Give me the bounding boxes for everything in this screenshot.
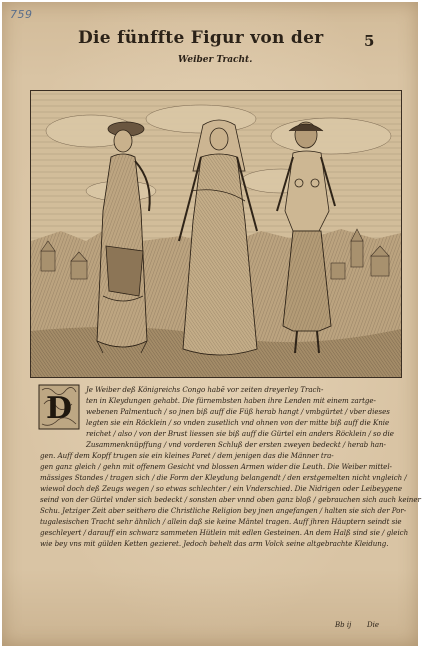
body-text-line: gen ganz gleich / gehn mit offenem Gesicht vnd blossen Armen wider die Leuth. Die Weiber mittel- bbox=[40, 462, 392, 471]
engraving-illustration bbox=[30, 90, 402, 378]
page-subtitle: Weiber Tracht. bbox=[178, 55, 253, 65]
body-text-line: wiewol doch deß Zeugs wegen / so etwas schlechter / ein Vnderschied. Die Nidrigen oder Leibeygene bbox=[40, 484, 402, 493]
engraving-figures bbox=[31, 91, 401, 377]
body-text-line: Zusammenknüpffung / vnd vorderen Schluß der ersten zweyen bedeckt / herab han- bbox=[86, 440, 386, 449]
body-text-line: Je Weiber deß Königreichs Congo habē vor zeiten dreyerley Trach- bbox=[86, 385, 324, 394]
handwritten-margin-note: 759 bbox=[10, 8, 33, 21]
signature-mark: Bb ij bbox=[335, 621, 352, 629]
body-text-line: wie bey vns mit gülden Ketten gezieret. Jedoch behelt das arm Volck seine altgebrachte Kleidung. bbox=[40, 539, 389, 548]
page-number: 5 bbox=[364, 32, 375, 50]
body-text-line: webenen Palmentuch / so jnen biß auff die Füß herab hangt / vmbgürtet / vber dieses bbox=[86, 407, 390, 416]
body-text-line: geschleyert / darauff ein schwarz sammeten Hütlein mit edlen Gesteinen. An dem Halß sind sie / gleich bbox=[40, 528, 409, 537]
catchword: Die bbox=[367, 621, 379, 629]
body-text-line: seind von der Gürtel vnder sich bedeckt / sonsten aber vnnd oben ganz bloß / gebrauchen sich auch keiner bbox=[40, 495, 421, 504]
body-text-line: gen. Auff dem Kopff trugen sie ein kleines Paret / dem jenigen das die Männer tra- bbox=[40, 451, 334, 460]
page-title: Die fünffte Figur von der bbox=[78, 28, 324, 48]
body-text-line: legten sie ein Röcklein / so vnden zusetlich vnd ohnen von der mitte biß auff die Knie bbox=[86, 418, 390, 427]
body-text-line: tugalesischen Tracht sehr ähnlich / allein daß sie keine Mäntel tragen. Auff jhren Häuptern seindt sie bbox=[40, 517, 402, 526]
initial-letter-glyph: D bbox=[45, 391, 73, 426]
body-text-line: Schu. Jetziger Zeit aber seithero die Christliche Religion bey jnen angefangen / halten sie sich der Por- bbox=[40, 506, 407, 515]
body-text-line: reichet / also / von der Brust liessen sie biß auff die Gürtel ein anders Röcklein / so die bbox=[86, 429, 394, 438]
body-text-line: mässiges Standes / tragen sich / die Form der Kleydung belangendt / den erstgemelten nicht vngleich / bbox=[40, 473, 407, 482]
body-text-line: ten in Kleydungen gehabt. Die fürnembsten haben ihre Lenden mit einem zartge- bbox=[86, 396, 376, 405]
decorated-initial-icon bbox=[38, 384, 80, 430]
decorated-initial-letter bbox=[38, 384, 80, 430]
